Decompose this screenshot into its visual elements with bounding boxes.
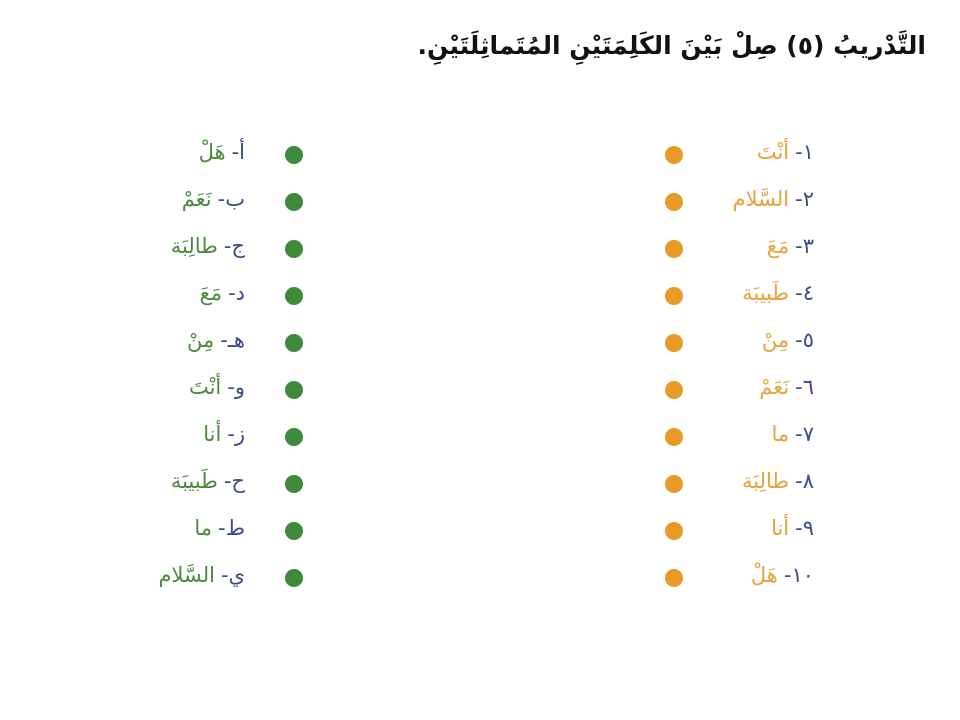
item-word: نَعَمْ — [181, 187, 212, 211]
right-item-label — [742, 463, 814, 499]
item-word: هَلْ — [198, 140, 226, 164]
item-letter: و- — [227, 375, 245, 399]
left-item-label — [158, 557, 245, 593]
right-list-item — [600, 367, 840, 414]
item-word: مَعَ — [766, 234, 790, 258]
item-number: ٨- — [795, 469, 814, 493]
left-list-item — [80, 273, 320, 320]
item-word: طَبيبَة — [170, 469, 218, 493]
green-dot-icon[interactable] — [285, 522, 303, 540]
item-word: السَّلام — [732, 187, 790, 211]
item-number: ٦- — [795, 375, 814, 399]
green-dot-icon[interactable] — [285, 428, 303, 446]
left-word-column — [80, 132, 320, 602]
item-word: السَّلام — [158, 563, 215, 587]
left-item-label — [203, 416, 245, 452]
item-word: طالِبَة — [742, 469, 790, 493]
item-number: ٤- — [795, 281, 814, 305]
item-word: نَعَمْ — [759, 375, 790, 399]
right-item-label — [733, 181, 814, 217]
item-word: أنا — [203, 422, 222, 446]
left-list-item — [80, 508, 320, 555]
item-word: هَلْ — [750, 563, 778, 587]
green-dot-icon[interactable] — [285, 569, 303, 587]
right-list-item — [600, 414, 840, 461]
green-dot-icon[interactable] — [285, 146, 303, 164]
right-item-label — [759, 369, 814, 405]
item-number: ٢- — [795, 187, 814, 211]
item-number: ٣- — [795, 234, 814, 258]
item-number: ١٠- — [783, 563, 814, 587]
item-word: أنا — [771, 516, 790, 540]
green-dot-icon[interactable] — [285, 287, 303, 305]
left-item-label — [171, 228, 245, 264]
right-list-item — [600, 179, 840, 226]
item-letter: ج- — [223, 234, 245, 258]
left-item-label — [199, 134, 245, 170]
left-item-label — [194, 510, 245, 546]
left-list-item — [80, 226, 320, 273]
orange-dot-icon[interactable] — [665, 475, 683, 493]
left-list-item — [80, 461, 320, 508]
item-word: أنْتَ — [188, 375, 222, 399]
right-item-label — [742, 275, 814, 311]
right-list-item — [600, 273, 840, 320]
green-dot-icon[interactable] — [285, 334, 303, 352]
item-number: ٥- — [795, 328, 814, 352]
right-list-item — [600, 508, 840, 555]
item-number: ٩- — [795, 516, 814, 540]
right-list-item — [600, 320, 840, 367]
item-letter: ي- — [220, 563, 245, 587]
right-item-label — [767, 228, 814, 264]
right-item-label — [771, 510, 814, 546]
orange-dot-icon[interactable] — [665, 193, 683, 211]
right-item-label — [751, 557, 814, 593]
item-letter: ب- — [217, 187, 245, 211]
orange-dot-icon[interactable] — [665, 287, 683, 305]
item-word: ما — [771, 422, 790, 446]
item-letter: أ- — [231, 140, 245, 164]
orange-dot-icon[interactable] — [665, 569, 683, 587]
left-list-item — [80, 555, 320, 602]
item-word: ما — [194, 516, 212, 540]
item-letter: هـ- — [220, 328, 245, 352]
item-word: أنْتَ — [756, 140, 790, 164]
right-item-label — [757, 134, 814, 170]
item-number: ١- — [795, 140, 814, 164]
item-letter: ح- — [223, 469, 245, 493]
right-item-label — [771, 416, 814, 452]
item-word: مَعَ — [199, 281, 223, 305]
right-list-item — [600, 226, 840, 273]
orange-dot-icon[interactable] — [665, 522, 683, 540]
orange-dot-icon[interactable] — [665, 146, 683, 164]
orange-dot-icon[interactable] — [665, 334, 683, 352]
green-dot-icon[interactable] — [285, 381, 303, 399]
left-item-label — [189, 369, 245, 405]
right-list-item — [600, 555, 840, 602]
left-list-item — [80, 414, 320, 461]
right-item-label — [762, 322, 814, 358]
green-dot-icon[interactable] — [285, 193, 303, 211]
item-letter: د- — [228, 281, 245, 305]
item-number: ٧- — [795, 422, 814, 446]
item-word: طالِبَة — [170, 234, 218, 258]
left-list-item — [80, 367, 320, 414]
item-letter: ط- — [218, 516, 245, 540]
left-item-label — [182, 181, 245, 217]
item-word: مِنْ — [761, 328, 790, 352]
right-list-item — [600, 132, 840, 179]
orange-dot-icon[interactable] — [665, 381, 683, 399]
exercise-title: التَّدْريبُ (٥) صِلْ بَيْنَ الكَلِمَتَيْنِ المُتَماثِلَتَيْنِ. — [417, 31, 926, 60]
item-word: مِنْ — [186, 328, 215, 352]
left-item-label — [200, 275, 245, 311]
left-item-label — [171, 463, 245, 499]
right-word-column — [600, 132, 840, 602]
green-dot-icon[interactable] — [285, 240, 303, 258]
green-dot-icon[interactable] — [285, 475, 303, 493]
item-word: طَبيبَة — [742, 281, 790, 305]
left-list-item — [80, 320, 320, 367]
right-list-item — [600, 461, 840, 508]
orange-dot-icon[interactable] — [665, 240, 683, 258]
orange-dot-icon[interactable] — [665, 428, 683, 446]
item-letter: ز- — [227, 422, 245, 446]
left-list-item — [80, 132, 320, 179]
left-item-label — [187, 322, 245, 358]
left-list-item — [80, 179, 320, 226]
